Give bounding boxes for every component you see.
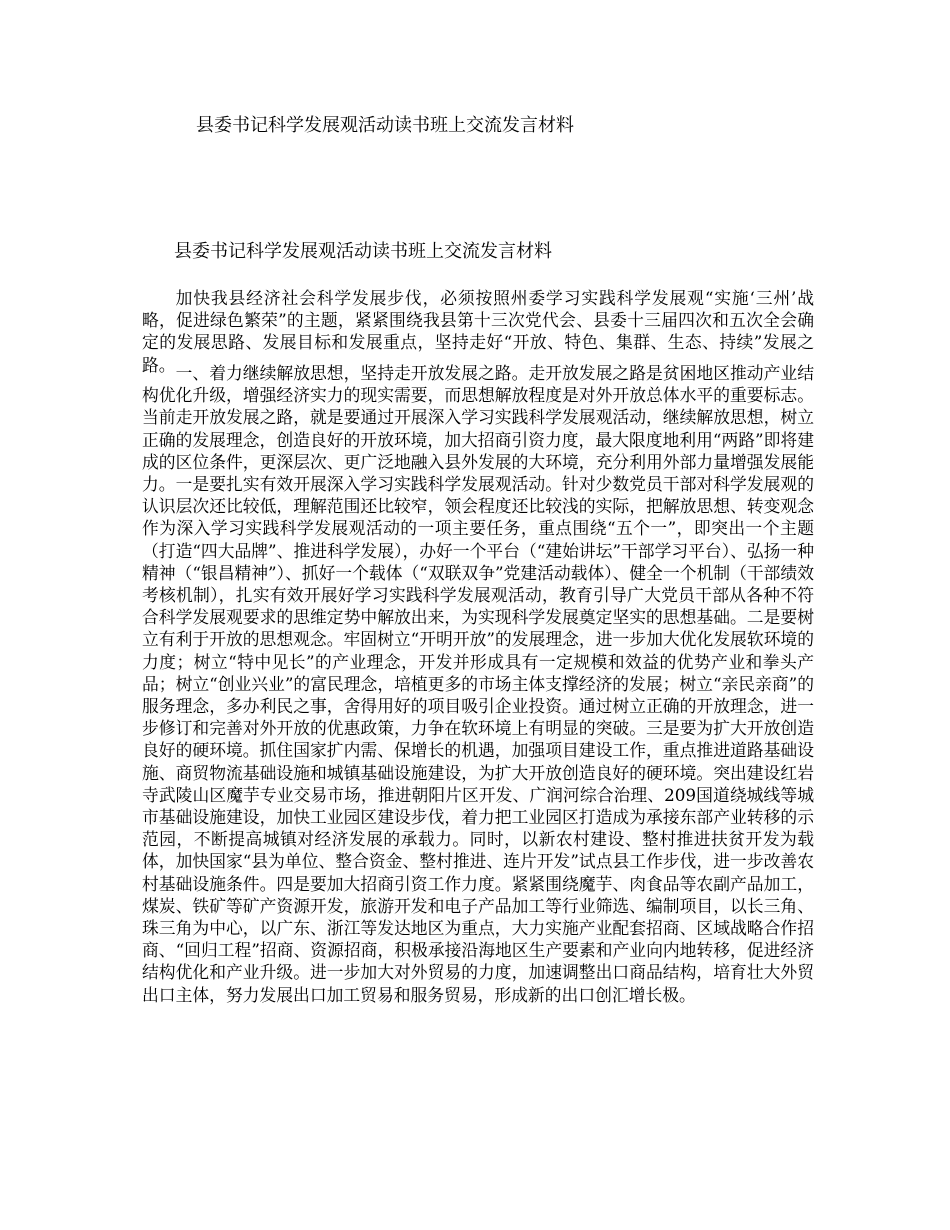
document-title: 县委书记科学发展观活动读书班上交流发言材料	[196, 115, 574, 136]
intro-paragraph: 加快我县经济社会科学发展步伐，必须按照州委学习实践科学发展观“实施‘三州’战略，促进绿色繁荣”的主题，紧紧围绕我县第十三次党代会、县委十三届四次和五次全会确定的发展思路、发展目标和发展重点，坚持走好“开放、特色、集群、生态、持续”发展之路。	[142, 288, 814, 375]
section-title: 县委书记科学发展观活动读书班上交流发言材料	[174, 241, 552, 262]
body-paragraph: 一、着力继续解放思想，坚持走开放发展之路。走开放发展之路是贫困地区推动产业结构优化升级，增强经济实力的现实需要，而思想解放程度是对外开放总体水平的重要标志。当前走开放发展之路，就是要通过开展深入学习实践科学发展观活动，继续解放思想，树立正确的发展理念，创造良好的开放环境，加大招商引资力度，最大限度地利用“两路”即将建成的区位条件，更深层次、更广泛地融入县外发展的大环境，充分利用外部力量增强发展能力。一是要扎实有效开展深入学习实践科学发展观活动。针对少数党员干部对科学发展观的认识层次还比较低，理解范围还比较窄，领会程度还比较浅的实际，把解放思想、转变观念作为深入学习实践科学发展观活动的一项主要任务，重点围绕“五个一”，即突出一个主题（打造“四大品牌”、推进科学发展），办好一个平台（“建始讲坛”干部学习平台）、弘扬一种精神（“银昌精神”）、抓好一个载体（“双联双争”党建活动载体）、健全一个机制（干部绩效考核机制），扎实有效开展好学习实践科学发展观活动，教育引导广大党员干部从各种不符合科学发展观要求的思维定势中解放出来，为实现科学发展奠定坚实的思想基础。二是要树立有利于开放的思想观念。牢固树立“开明开放”的发展理念，进一步加大优化发展软环境的力度；树立“特中见长”的产业理念，开发并形成具有一定规模和效益的优势产业和拳头产品；树立“创业兴业”的富民理念，培植更多的市场主体支撑经济的发展；树立“亲民亲商”的服务理念，多办利民之事，舍得用好的项目吸引企业投资。通过树立正确的开放理念，进一步修订和完善对外开放的优惠政策，力争在软环境上有明显的突破。三是要为扩大开放创造良好的硬环境。抓住国家扩内需、保增长的机遇，加强项目建设工作，重点推进道路基础设施、商贸物流基础设施和城镇基础设施建设，为扩大开放创造良好的硬环境。突出建设红岩寺武陵山区魔芋专业交易市场，推进朝阳片区开发、广润河综合治理、209国道绕城线等城市基础设施建设，加快工业园区建设步伐，着力把工业园区打造成为承接东部产业转移的示范园，不断提高城镇对经济发展的承载力。同时，以新农村建设、整村推进扶贫开发为载体，加快国家“县为单位、整合资金、整村推进、连片开发”试点县工作步伐，进一步改善农村基础设施条件。四是要加大招商引资工作力度。紧紧围绕魔芋、肉食品等农副产品加工，煤炭、铁矿等矿产资源开发，旅游开发和电子产品加工等行业筛选、编制项目，以长三角、珠三角为中心，以广东、浙江等发达地区为重点，大力实施产业配套招商、区域战略合作招商、“回归工程”招商、资源招商，积极承接沿海地区生产要素和产业向内地转移，促进经济结构优化和产业升级。进一步加大对外贸易的力度，加速调整出口商品结构，培育壮大外贸出口主体，努力发展出口加工贸易和服务贸易，形成新的出口创汇增长极。	[142, 363, 815, 1005]
